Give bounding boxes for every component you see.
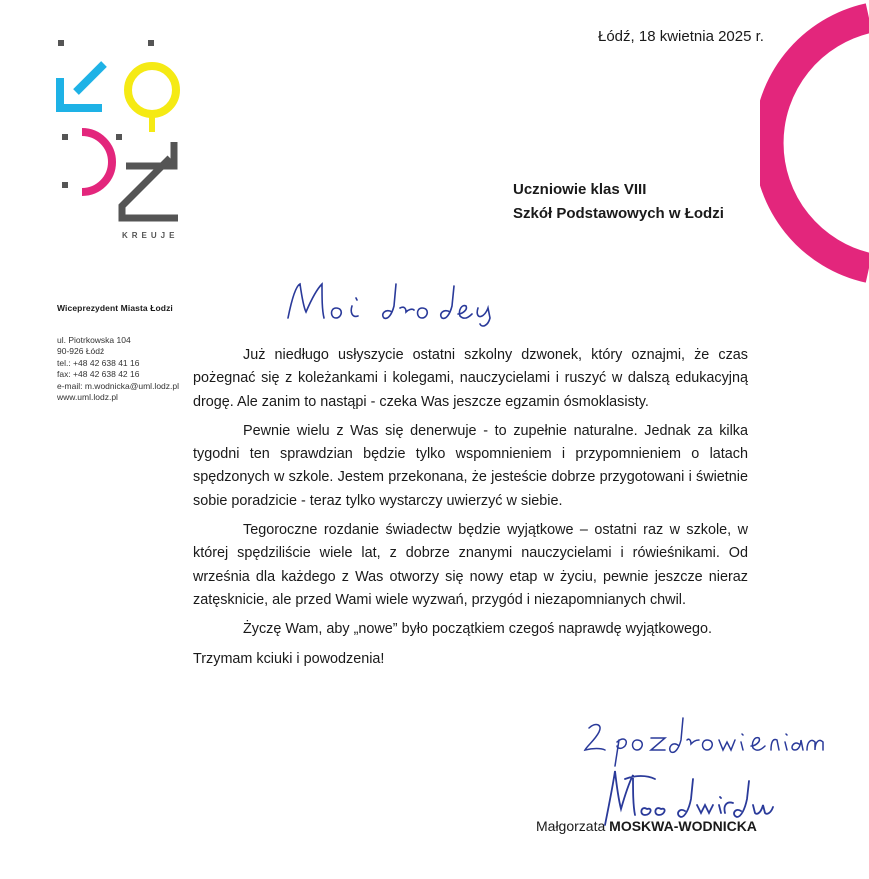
email-address: e-mail: m.wodnicka@uml.lodz.pl [57,380,180,391]
body-paragraph-4: Życzę Wam, aby „nowe” było początkiem czegoś naprawdę wyjątkowego. [243,621,712,638]
recipient-line-1: Uczniowie klas VIII [513,181,647,198]
body-paragraph-5: Trzymam kciuki i powodzenia! [193,650,385,667]
letter-body [193,344,748,677]
phone-number: tel.: +48 42 638 41 16 [57,357,140,368]
sender-sidebar [57,303,207,403]
logo-yellow-ring [128,66,176,114]
signer-name [536,818,757,834]
body-paragraph-2: Pewnie wielu z Was się denerwuje - to zupełnie naturalne. Jednak za kilka tygodni ten sprawdzian będzie tylko wspomnieniem i przypomnieniem o latach spędzonych w szkole. Jestem przekonana, że jesteście dobrze przygotowani i świetnie sobie poradzicie - teraz tylko wystarczy uwierzyć w siebie. [193,422,748,509]
letter-date: Łódź, 18 kwietnia 2025 r. [598,28,764,45]
handwritten-closing [575,710,825,770]
body-paragraph-3: Tegoroczne rozdanie świadectw będzie wyjątkowe – ostatni raz w szkole, w której spędziliście wiele lat, z dobrze znanymi nauczycielami i rówieśnikami. Od września dla każdego z Was otworzy się nowy etap w życiu, pewnie jeszcze nieraz zatęsknicie, ale przed Wami wiele wyzwań, przygód i niezapomnianych chwil. [193,522,748,608]
handwritten-greeting [282,278,542,328]
recipient-block [513,178,724,226]
signer-last-name: MOSKWA-WODNICKA [609,818,757,834]
address-city: 90-926 Łódź [57,346,105,357]
decorative-magenta-arc [760,0,869,290]
lodz-kreuje-logo [56,38,190,244]
logo-wordmark: KREUJE [122,231,179,240]
recipient-line-2: Szkół Podstawowych w Łodzi [513,205,724,222]
logo-dot [58,40,64,46]
website-address: www.uml.lodz.pl [57,392,118,403]
sender-role: Wiceprezydent Miasta Łodzi [57,303,173,313]
fax-number: fax: +48 42 638 42 16 [57,369,140,380]
signer-first-name: Małgorzata [536,818,606,834]
address-street: ul. Piotrkowska 104 [57,335,131,345]
logo-magenta-arc [82,132,112,192]
body-paragraph-1: Już niedługo usłyszycie ostatni szkolny dzwonek, który oznajmi, że czas pożegnać się z koleżankami i kolegami, nauczycielami i ruszyć w dalszą edukacyjną drogę. Ale zanim to nastąpi - czeka Was jeszcze egzamin ósmoklasisty. [193,347,748,410]
sender-contact [57,335,207,403]
